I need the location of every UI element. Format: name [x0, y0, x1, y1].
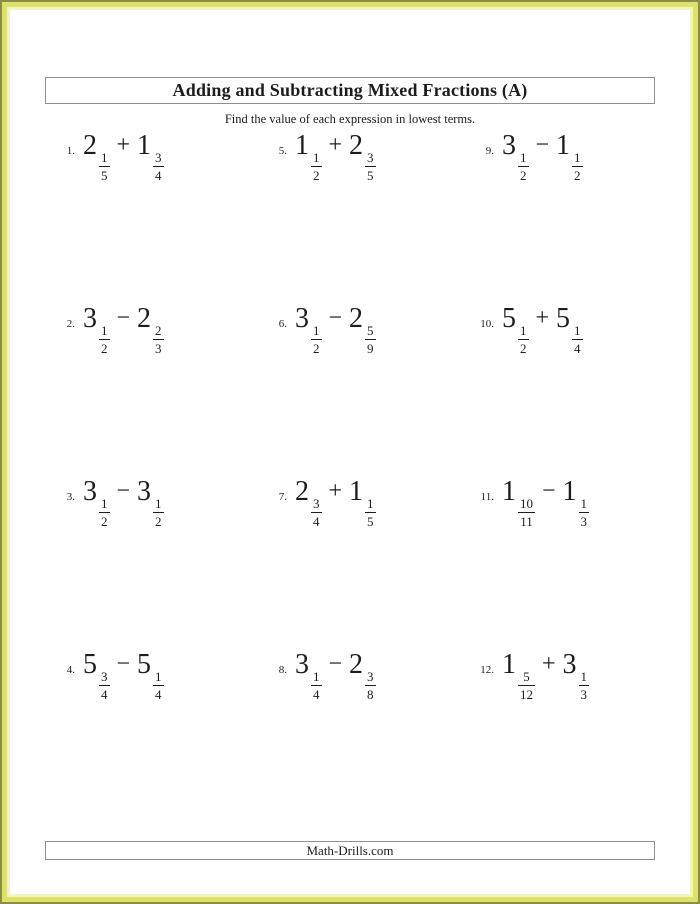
- problem-item: [464, 416, 655, 589]
- operator: −: [542, 477, 556, 504]
- fraction: [579, 670, 590, 701]
- fraction-denominator: 4: [155, 167, 162, 183]
- mixed-fraction: [137, 475, 164, 529]
- fraction-numerator: 3: [101, 668, 108, 684]
- mixed-fraction: [562, 648, 590, 702]
- fraction: [99, 151, 110, 182]
- fraction-denominator: 11: [520, 513, 533, 529]
- fraction-denominator: 2: [520, 167, 527, 183]
- fraction: [153, 151, 164, 182]
- problem-number: 6.: [278, 317, 287, 330]
- fraction-denominator: 4: [313, 686, 320, 702]
- fraction-denominator: 8: [367, 686, 374, 702]
- fraction: [572, 324, 583, 355]
- mixed-fraction: [295, 302, 322, 356]
- problem-number: 5.: [278, 144, 287, 157]
- fraction-numerator: 1: [520, 322, 527, 338]
- fraction: [99, 324, 110, 355]
- fraction: [99, 670, 110, 701]
- fraction-denominator: 12: [520, 686, 533, 702]
- whole-number: 3: [562, 648, 577, 680]
- problem-item: [257, 589, 464, 762]
- fraction-denominator: 2: [155, 513, 162, 529]
- mixed-fraction: [502, 475, 535, 529]
- fraction-denominator: 4: [155, 686, 162, 702]
- whole-number: 3: [83, 475, 97, 507]
- whole-number: 1: [502, 648, 516, 680]
- mixed-fraction: [349, 302, 376, 356]
- footer-box: [45, 841, 655, 860]
- mixed-fraction: [562, 475, 590, 529]
- fraction-denominator: 5: [367, 513, 374, 529]
- fraction: [572, 151, 583, 182]
- fraction-denominator: 2: [313, 340, 320, 356]
- operator: +: [116, 131, 131, 158]
- whole-number: 3: [502, 129, 516, 161]
- operator: −: [328, 650, 343, 677]
- whole-number: 3: [295, 648, 309, 680]
- problem-number: 8.: [278, 663, 287, 676]
- fraction-denominator: 3: [155, 340, 162, 356]
- fraction: [153, 324, 164, 355]
- fraction: [365, 324, 376, 355]
- problem-number: 10.: [480, 317, 494, 330]
- fraction-numerator: 10: [520, 495, 533, 511]
- problem-number: 7.: [278, 490, 287, 503]
- operator: +: [542, 650, 556, 677]
- fraction: [153, 670, 164, 701]
- mixed-fraction: [502, 302, 529, 356]
- mixed-fraction: [83, 648, 110, 702]
- whole-number: 2: [83, 129, 97, 161]
- fraction-numerator: 1: [101, 149, 108, 165]
- whole-number: 5: [83, 648, 97, 680]
- fraction: [579, 497, 590, 528]
- fraction-denominator: 5: [367, 167, 374, 183]
- mixed-fraction: [349, 129, 376, 183]
- fraction: [311, 151, 322, 182]
- whole-number: 2: [349, 129, 364, 161]
- problem-item: [464, 589, 655, 762]
- whole-number: 1: [562, 475, 577, 507]
- fraction-numerator: 2: [155, 322, 162, 338]
- fraction-denominator: 2: [313, 167, 320, 183]
- fraction-denominator: 2: [101, 513, 108, 529]
- fraction-numerator: 1: [367, 495, 374, 511]
- footer-site-label: Math-Drills.com: [306, 842, 394, 858]
- problem-number: 2.: [66, 317, 75, 330]
- fraction-numerator: 1: [101, 322, 108, 338]
- fraction-numerator: 3: [367, 149, 374, 165]
- fraction-numerator: 1: [101, 495, 108, 511]
- whole-number: 1: [295, 129, 309, 161]
- problem-item: [464, 70, 655, 243]
- mixed-fraction: [556, 129, 583, 183]
- fraction-numerator: 1: [155, 495, 162, 511]
- fraction-numerator: 1: [574, 322, 581, 338]
- fraction-numerator: 5: [367, 322, 374, 338]
- problem-item: [257, 243, 464, 416]
- fraction-numerator: 1: [155, 668, 162, 684]
- whole-number: 1: [137, 129, 152, 161]
- whole-number: 5: [556, 302, 571, 334]
- mixed-fraction: [556, 302, 583, 356]
- fraction-numerator: 1: [313, 668, 320, 684]
- problems-grid: [45, 70, 655, 762]
- problem-number: 1.: [66, 144, 75, 157]
- whole-number: 3: [295, 302, 309, 334]
- instructions-text: Find the value of each expression in lowest terms.: [224, 112, 476, 126]
- mixed-fraction: [502, 129, 529, 183]
- fraction-numerator: 1: [580, 668, 588, 684]
- fraction: [365, 670, 376, 701]
- fraction-denominator: 3: [580, 686, 588, 702]
- fraction: [518, 497, 535, 528]
- fraction-denominator: 4: [101, 686, 108, 702]
- problem-number: 12.: [480, 663, 494, 676]
- operator: +: [535, 304, 550, 331]
- operator: +: [328, 131, 343, 158]
- fraction-denominator: 2: [101, 340, 108, 356]
- problem-item: [464, 243, 655, 416]
- whole-number: 1: [502, 475, 516, 507]
- whole-number: 3: [137, 475, 152, 507]
- problem-item: [257, 70, 464, 243]
- mixed-fraction: [137, 648, 164, 702]
- mixed-fraction: [83, 475, 110, 529]
- fraction: [365, 497, 376, 528]
- mixed-fraction: [137, 302, 164, 356]
- problem-number: 11.: [480, 490, 494, 503]
- operator: −: [116, 304, 131, 331]
- problem-item: [45, 416, 257, 589]
- fraction: [153, 497, 164, 528]
- problem-item: [45, 243, 257, 416]
- fraction: [365, 151, 376, 182]
- fraction-numerator: 3: [313, 495, 320, 511]
- problem-item: [257, 416, 464, 589]
- operator: +: [328, 477, 343, 504]
- whole-number: 1: [349, 475, 364, 507]
- whole-number: 2: [137, 302, 152, 334]
- mixed-fraction: [137, 129, 164, 183]
- mixed-fraction: [502, 648, 535, 702]
- operator: −: [116, 477, 131, 504]
- mixed-fraction: [295, 648, 322, 702]
- mixed-fraction: [295, 129, 322, 183]
- operator: −: [328, 304, 343, 331]
- whole-number: 1: [556, 129, 571, 161]
- mixed-fraction: [83, 302, 110, 356]
- problem-number: 9.: [485, 144, 494, 157]
- problem-item: [45, 589, 257, 762]
- problem-number: 4.: [66, 663, 75, 676]
- fraction-denominator: 5: [101, 167, 108, 183]
- mixed-fraction: [349, 648, 376, 702]
- page-title: Adding and Subtracting Mixed Fractions (A): [172, 80, 528, 100]
- fraction-numerator: 5: [523, 668, 530, 684]
- fraction-denominator: 4: [574, 340, 581, 356]
- fraction: [311, 324, 322, 355]
- whole-number: 2: [295, 475, 309, 507]
- fraction: [99, 497, 110, 528]
- whole-number: 5: [137, 648, 152, 680]
- problem-number: 3.: [66, 490, 75, 503]
- fraction: [518, 324, 529, 355]
- fraction-denominator: 4: [313, 513, 320, 529]
- fraction-numerator: 3: [367, 668, 374, 684]
- fraction-numerator: 1: [574, 149, 581, 165]
- whole-number: 2: [349, 648, 364, 680]
- fraction-denominator: 3: [580, 513, 588, 529]
- fraction: [518, 670, 535, 701]
- whole-number: 5: [502, 302, 516, 334]
- whole-number: 3: [83, 302, 97, 334]
- mixed-fraction: [83, 129, 110, 183]
- fraction-denominator: 2: [574, 167, 581, 183]
- fraction-denominator: 2: [520, 340, 527, 356]
- mixed-fraction: [349, 475, 376, 529]
- fraction-numerator: 1: [313, 322, 320, 338]
- operator: −: [116, 650, 131, 677]
- fraction: [518, 151, 529, 182]
- mixed-fraction: [295, 475, 322, 529]
- operator: −: [535, 131, 550, 158]
- problem-item: [45, 70, 257, 243]
- fraction-numerator: 3: [155, 149, 162, 165]
- fraction-numerator: 1: [313, 149, 320, 165]
- fraction-denominator: 9: [367, 340, 374, 356]
- fraction: [311, 670, 322, 701]
- fraction: [311, 497, 322, 528]
- fraction-numerator: 1: [520, 149, 527, 165]
- whole-number: 2: [349, 302, 364, 334]
- fraction-numerator: 1: [580, 495, 588, 511]
